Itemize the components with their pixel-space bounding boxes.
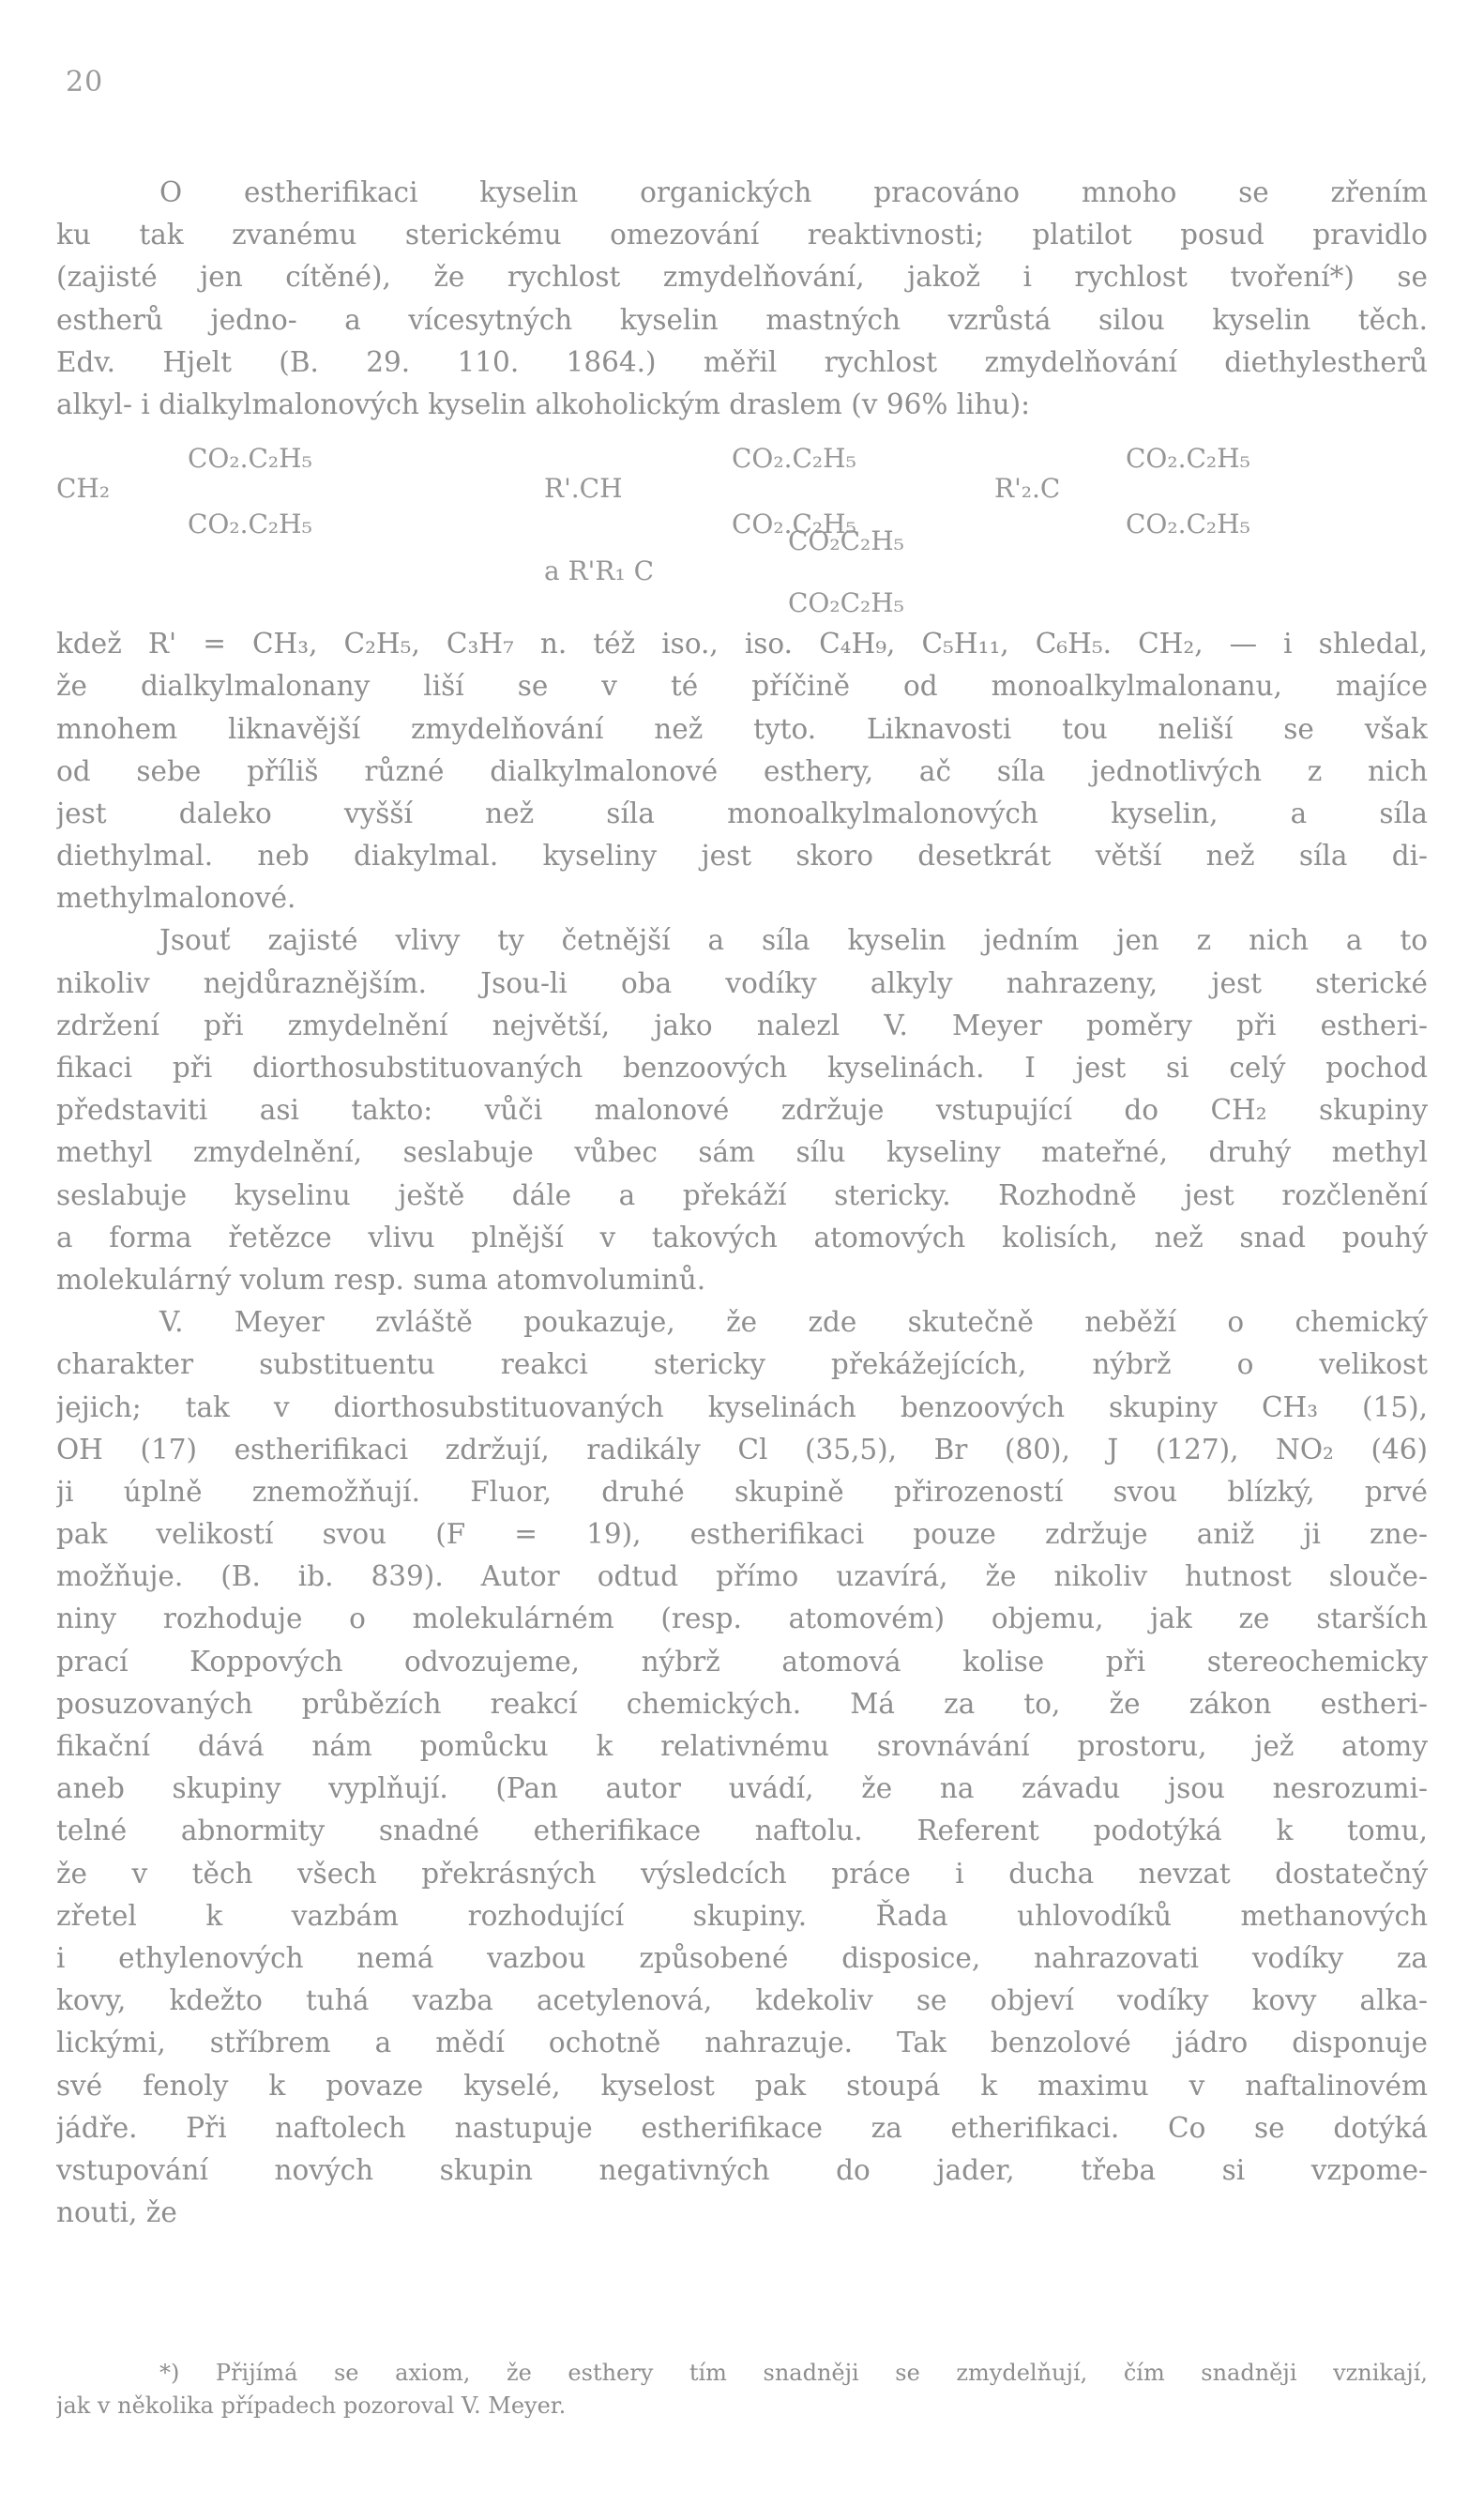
formula-4-top: CO₂C₂H₅	[788, 525, 904, 557]
text-line: alkyl- i dialkylmalonových kyselin alkoholickým draslem (v 96% lihu):	[56, 387, 1031, 420]
formula-3-top: CO₂.C₂H₅	[1126, 443, 1250, 475]
formula-1-left: CH₂	[56, 473, 111, 505]
text-line: prací Koppových odvozujeme, nýbrž atomová kolise při stereochemicky	[56, 1645, 1428, 1678]
text-line: pak velikostí svou (F = 19), estherifikaci pouze zdržuje aniž ji zne-	[56, 1518, 1428, 1551]
text-line: telné abnormity snadné etherifikace naftolu. Referent podotýká k tomu,	[56, 1815, 1428, 1847]
text-line: jádře. Při naftolech nastupuje estherifikace za etherifikaci. Co se dotýká	[56, 2111, 1428, 2144]
text-line: lickými, stříbrem a mědí ochotně nahrazuje. Tak benzolové jádro disponuje	[56, 2027, 1428, 2059]
text-line: posuzovaných průbězích reakcí chemických. Má za to, že zákon estheri-	[56, 1687, 1428, 1720]
text-line: své fenoly k povaze kyselé, kyselost pak stoupá k maximu v naftalinovém	[56, 2069, 1428, 2102]
text-line: že v těch všech překrásných výsledcích práce i ducha nevzat dostatečný	[56, 1857, 1428, 1890]
paragraph-2	[56, 919, 1428, 1301]
text-line: kovy, kdežto tuhá vazba acetylenová, kdekoliv se objeví vodíky kovy alka-	[56, 1984, 1428, 2017]
text-line: nouti, že	[56, 2196, 177, 2229]
paragraph-1-continued	[56, 623, 1428, 919]
text-line: aneb skupiny vyplňují. (Pan autor uvádí, že na závadu jsou nesrozumi-	[56, 1772, 1428, 1805]
text-line: kdež R' = CH₃, C₂H₅, C₃H₇ n. též iso., iso. C₄H₉, C₅H₁₁, C₆H₅. CH₂, — i shledal,	[56, 628, 1428, 661]
paragraph-1	[56, 172, 1428, 426]
text-line: charakter substituentu reakci stericky překážejících, nýbrž o velikost	[56, 1348, 1428, 1381]
text-line: diethylmal. neb diakylmal. kyseliny jest skoro desetkrát větší než síla di-	[56, 840, 1428, 873]
text-line: jejich; tak v diorthosubstituovaných kyselinách benzoových skupiny CH₃ (15),	[56, 1390, 1428, 1423]
formula-2-left: R'.CH	[544, 473, 623, 505]
formula-2-bottom: CO₂.C₂H₅	[732, 509, 856, 540]
formula-1-top: CO₂.C₂H₅	[188, 443, 312, 475]
text-line: jest daleko vyšší než síla monoalkylmalonových kyselin, a síla	[56, 797, 1428, 829]
text-line: Jsouť zajisté vlivy ty četnější a síla kyselin jedním jen z nich a to	[159, 924, 1428, 957]
text-line: vstupování nových skupin negativných do jader, třeba si vzpome-	[56, 2153, 1428, 2186]
text-line: O estherifikaci kyselin organických pracováno mnoho se zřením	[159, 176, 1428, 208]
footnote-line: *) Přijímá se axiom, že esthery tím snadněji se zmydelňují, čím snadněji vznikají,	[159, 2360, 1428, 2386]
footnote	[56, 2357, 1428, 2422]
text-line: fikační dává nám pomůcku k relativnému srovnávání prostoru, jež atomy	[56, 1730, 1428, 1762]
text-line: ku tak zvanému sterickému omezování reaktivnosti; platilot posud pravidlo	[56, 219, 1428, 251]
text-line: Edv. Hjelt (B. 29. 110. 1864.) měřil rychlost zmydelňování diethylestherů	[56, 345, 1428, 378]
text-line: mnohem liknavější zmydelňování než tyto. Liknavosti tou neliší se však	[56, 712, 1428, 745]
text-line: zdržení při zmydelnění největší, jako nalezl V. Meyer poměry při estheri-	[56, 1009, 1428, 1041]
formula-4-left: a R'R₁ C	[544, 555, 655, 587]
text-line: i ethylenových nemá vazbou způsobené disposice, nahrazovati vodíky za	[56, 1941, 1428, 1974]
formula-3-left: R'₂.C	[994, 473, 1061, 505]
text-line: seslabuje kyselinu ještě dále a překáží stericky. Rozhodně jest rozčlenění	[56, 1178, 1428, 1211]
formula-2-top: CO₂.C₂H₅	[732, 443, 856, 475]
text-line: OH (17) estherifikaci zdržují, radikály Cl (35,5), Br (80), J (127), NO₂ (46)	[56, 1433, 1428, 1466]
formula-3-bottom: CO₂.C₂H₅	[1126, 509, 1250, 540]
text-line: a forma řetězce vlivu plnější v takových atomových kolisích, než snad pouhý	[56, 1221, 1428, 1253]
text-line: ji úplně znemožňují. Fluor, druhé skupině přirozeností svou blízký, prvé	[56, 1475, 1428, 1508]
text-line: od sebe příliš různé dialkylmalonové esthery, ač síla jednotlivých z nich	[56, 754, 1428, 787]
article-body	[56, 172, 1428, 2234]
page-number: 20	[66, 66, 104, 99]
text-line: fikaci při diorthosubstituovaných benzoových kyselinách. I jest si celý pochod	[56, 1052, 1428, 1084]
text-line: (zajisté jen cítěné), že rychlost zmydelňování, jakož i rychlost tvoření*) se	[56, 261, 1428, 294]
text-line: methylmalonové.	[56, 882, 296, 915]
text-line: zřetel k vazbám rozhodující skupiny. Řada uhlovodíků methanových	[56, 1899, 1428, 1932]
text-line: nikoliv nejdůraznějším. Jsou-li oba vodíky alkyly nahrazeny, jest sterické	[56, 966, 1428, 999]
formula-4-bottom: CO₂C₂H₅	[788, 587, 904, 619]
text-line: představiti asi takto: vůči malonové zdržuje vstupující do CH₂ skupiny	[56, 1094, 1428, 1127]
formula-1-bottom: CO₂.C₂H₅	[188, 509, 312, 540]
text-line: molekulárný volum resp. suma atomvoluminů.	[56, 1263, 706, 1296]
footnote-line: jak v několika případech pozoroval V. Meyer.	[56, 2392, 567, 2419]
text-line: V. Meyer zvláště poukazuje, že zde skutečně neběží o chemický	[159, 1306, 1428, 1339]
text-line: methyl zmydelnění, seslabuje vůbec sám sílu kyseliny mateřné, druhý methyl	[56, 1136, 1428, 1169]
paragraph-3	[56, 1301, 1428, 2234]
text-line: možňuje. (B. ib. 839). Autor odtud přímo uzavírá, že nikoliv hutnost slouče-	[56, 1560, 1428, 1593]
text-line: že dialkylmalonany liší se v té příčině od monoalkylmalonanu, majíce	[56, 670, 1428, 703]
malonic-ester-formulas	[56, 426, 1428, 623]
text-line: niny rozhoduje o molekulárném (resp. atomovém) objemu, jak ze starších	[56, 1602, 1428, 1635]
text-line: estherů jedno- a vícesytných kyselin mastných vzrůstá silou kyselin těch.	[56, 303, 1428, 336]
